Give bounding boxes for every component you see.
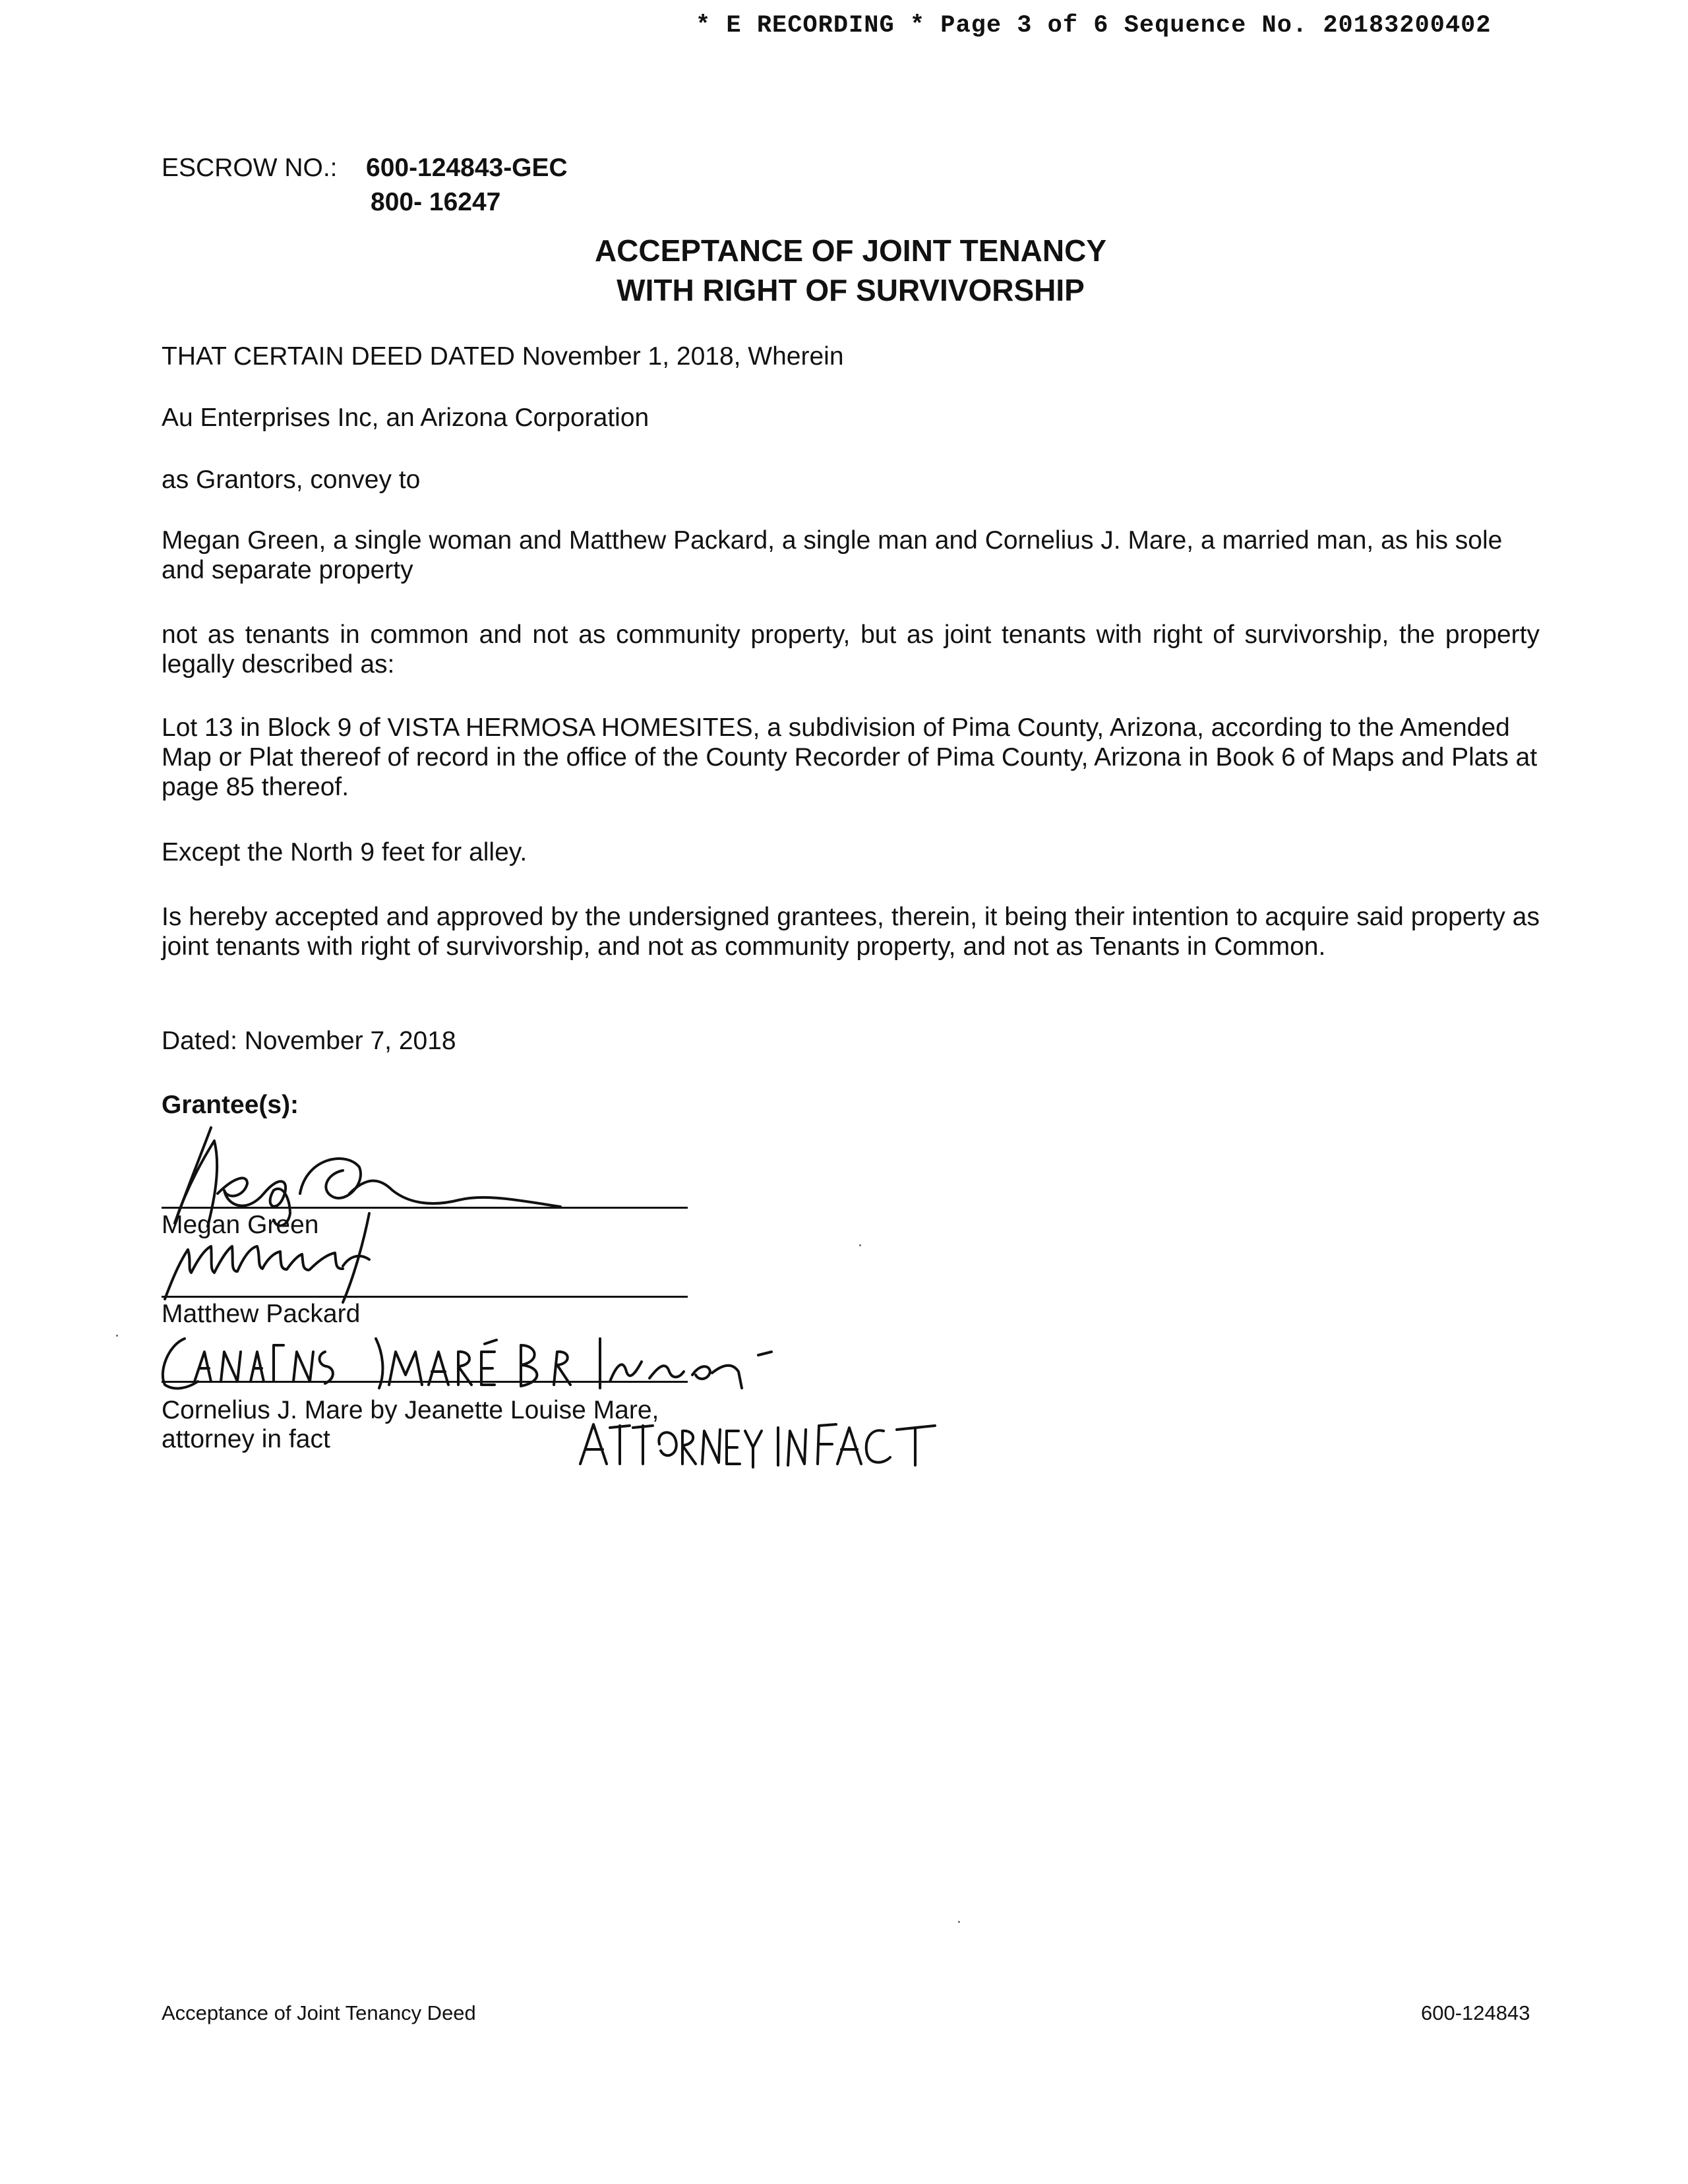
signer-name-2: Matthew Packard: [162, 1300, 361, 1328]
scan-speck: [859, 1244, 861, 1246]
scan-speck: [958, 1921, 960, 1923]
dated-line: Dated: November 7, 2018: [162, 1027, 456, 1055]
escrow-secondary-number: 800- 16247: [371, 188, 501, 216]
signer-name-1: Megan Green: [162, 1211, 319, 1239]
scan-speck: [116, 1335, 118, 1337]
signature-line-3: [162, 1381, 688, 1383]
acceptance-paragraph: Is hereby accepted and approved by the undersigned grantees, therein, it being their intention to acquire said property as joint tenants with right of survivorship, and not as community property, and not as Tenants in Common.: [162, 903, 1540, 961]
deed-line: THAT CERTAIN DEED DATED November 1, 2018, Wherein: [162, 342, 844, 371]
grantees-paragraph: Megan Green, a single woman and Matthew Packard, a single man and Cornelius J. Mare, a married man, as his sole and separate property: [162, 526, 1503, 584]
document-title: [422, 231, 1279, 310]
signer-capacity-3: attorney in fact: [162, 1425, 330, 1453]
signature-line-2: [162, 1296, 688, 1298]
legal-description: Lot 13 in Block 9 of VISTA HERMOSA HOMESITES, a subdivision of Pima County, Arizona, according to the Amended Map or Plat thereof of record in the office of the County Recorder of Pima County, Arizona in Book 6 of Maps and Plats at page 85 thereof.: [162, 713, 1538, 801]
handwritten-attorney-in-fact: [574, 1411, 943, 1471]
exception-line: Except the North 9 feet for alley.: [162, 838, 528, 866]
recording-header: * E RECORDING * Page 3 of 6 Sequence No. 20183200402: [696, 12, 1492, 40]
grantees-heading: Grantee(s):: [162, 1091, 299, 1119]
footer-file-number: 600-124843: [1421, 2001, 1530, 2024]
tenancy-paragraph: not as tenants in common and not as community property, but as joint tenants with right of survivorship, the property legally described as:: [162, 621, 1540, 679]
footer-document-name: Acceptance of Joint Tenancy Deed: [162, 2001, 476, 2024]
escrow-label: ESCROW NO.:: [162, 154, 338, 182]
convey-line: as Grantors, convey to: [162, 466, 421, 494]
signature-cornelius-mare: [148, 1325, 821, 1398]
title-line-1: ACCEPTANCE OF JOINT TENANCY: [594, 233, 1107, 268]
signer-name-3: Cornelius J. Mare by Jeanette Louise Mare,: [162, 1396, 659, 1424]
grantor: Au Enterprises Inc, an Arizona Corporation: [162, 404, 649, 432]
escrow-number: 600-124843-GEC: [366, 154, 568, 182]
signature-matthew-packard: [152, 1200, 429, 1306]
title-line-2: WITH RIGHT OF SURVIVORSHIP: [617, 273, 1085, 307]
